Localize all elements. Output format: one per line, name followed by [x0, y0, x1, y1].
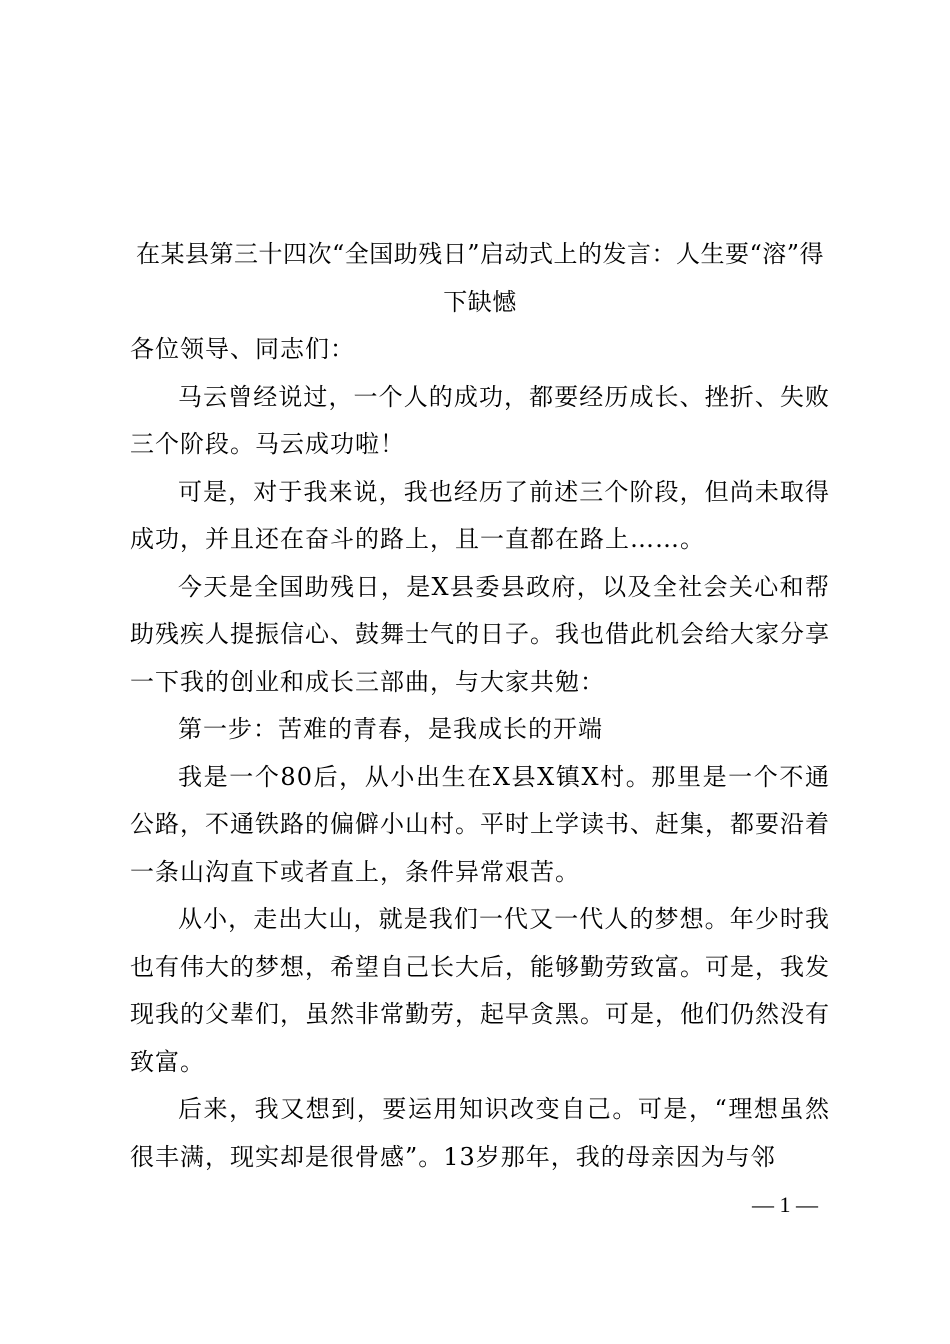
paragraph: 后来，我又想到，要运用知识改变自己。可是，“理想虽然很丰满，现实却是很骨感”。13岁那年，我的母亲因为与邻	[130, 1095, 830, 1171]
section-heading: 第一步：苦难的青春，是我成长的开端	[178, 715, 603, 743]
paragraph: 从小，走出大山，就是我们一代又一代人的梦想。年少时我也有伟大的梦想，希望自己长大后，能够勤劳致富。可是，我发现我的父辈们，虽然非常勤劳，起早贪黑。可是，他们仍然没有致富。	[130, 905, 830, 1076]
document-body	[130, 326, 830, 1181]
salutation: 各位领导、同志们：	[130, 335, 355, 363]
document-title: 在某县第三十四次“全国助残日”启动式上的发言：人生要“溶”得下缺憾	[135, 240, 825, 316]
paragraph: 我是一个80后，从小出生在X县X镇X村。那里是一个不通公路，不通铁路的偏僻小山村。平时上学读书、赶集，都要沿着一条山沟直下或者直上，条件异常艰苦。	[130, 762, 830, 886]
paragraph: 马云曾经说过，一个人的成功，都要经历成长、挫折、失败三个阶段。马云成功啦！	[130, 382, 830, 458]
paragraph: 可是，对于我来说，我也经历了前述三个阶段，但尚未取得成功，并且还在奋斗的路上，且一直都在路上……。	[130, 477, 830, 553]
paragraph: 今天是全国助残日，是X县委县政府，以及全社会关心和帮助残疾人提振信心、鼓舞士气的日子。我也借此机会给大家分享一下我的创业和成长三部曲，与大家共勉：	[130, 572, 830, 696]
page-number: — 1 —	[752, 1192, 818, 1217]
